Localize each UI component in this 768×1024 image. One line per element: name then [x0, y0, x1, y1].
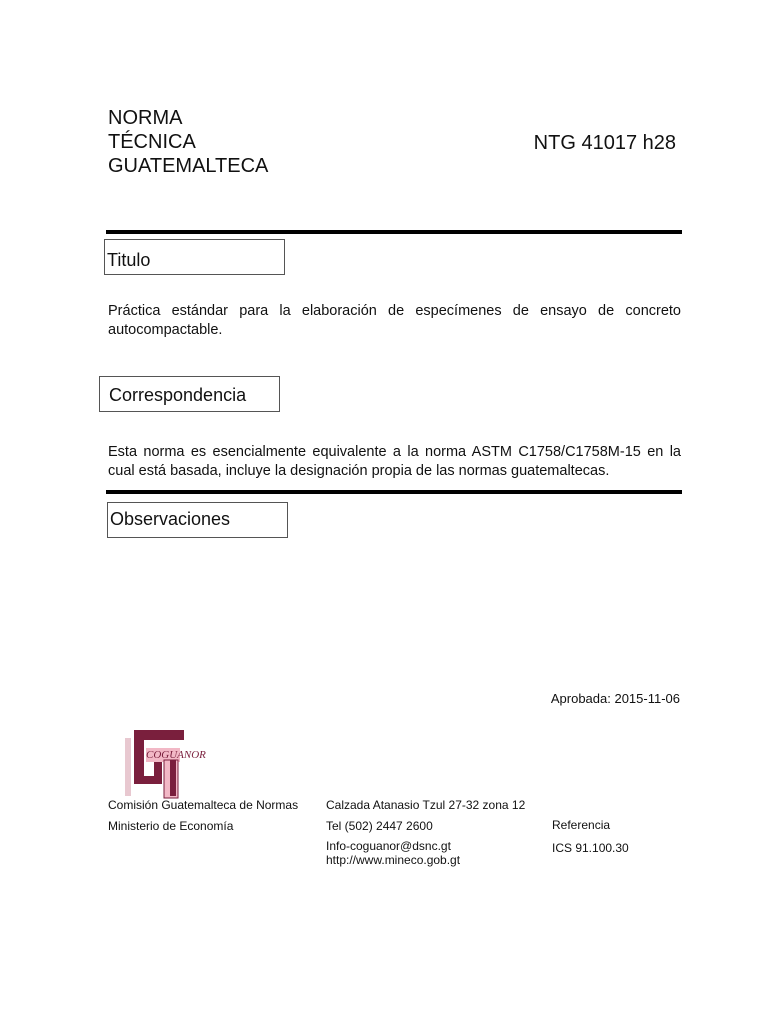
- approval-date: Aprobada: 2015-11-06: [550, 691, 680, 706]
- reference-label: Referencia: [552, 818, 611, 832]
- titulo-text: Práctica estándar para la elaboración de especímenes de ensayo de concreto autocompactable.: [108, 303, 681, 338]
- logo-text: COGUANOR: [146, 749, 206, 761]
- title-line-2: TÉCNICA: [108, 131, 196, 153]
- correspondencia-text: Esta norma es esencialmente equivalente a la norma ASTM C1758/C1758M-15 en la cual está basada, incluye la designación propia de las normas guatemaltecas.: [108, 444, 681, 479]
- top-divider: [106, 230, 682, 234]
- titulo-label-box: [104, 239, 285, 275]
- middle-divider: [106, 490, 682, 494]
- observaciones-label: Observaciones: [110, 509, 231, 529]
- document-title: [108, 106, 268, 178]
- correspondencia-label: Correspondencia: [109, 385, 247, 405]
- phone: Tel (502) 2447 2600: [326, 819, 433, 833]
- coguanor-logo-icon: [120, 726, 215, 801]
- email-link[interactable]: Info-coguanor@dsnc.gt: [326, 839, 451, 853]
- ministry-name: Ministerio de Economía: [108, 819, 234, 833]
- address: Calzada Atanasio Tzul 27-32 zona 12: [326, 798, 526, 812]
- ics-code: ICS 91.100.30: [552, 841, 629, 855]
- org-name: Comisión Guatemalteca de Normas: [108, 798, 299, 812]
- website-link[interactable]: http://www.mineco.gob.gt: [326, 853, 461, 867]
- titulo-label: Titulo: [107, 250, 151, 270]
- standard-code: NTG 41017 h28: [533, 132, 676, 154]
- coguanor-logo: [120, 726, 215, 801]
- title-line-3: GUATEMALTECA: [108, 155, 269, 177]
- correspondencia-label-box: [99, 376, 280, 412]
- title-line-1: NORMA: [108, 107, 183, 129]
- observaciones-label-box: [107, 502, 288, 538]
